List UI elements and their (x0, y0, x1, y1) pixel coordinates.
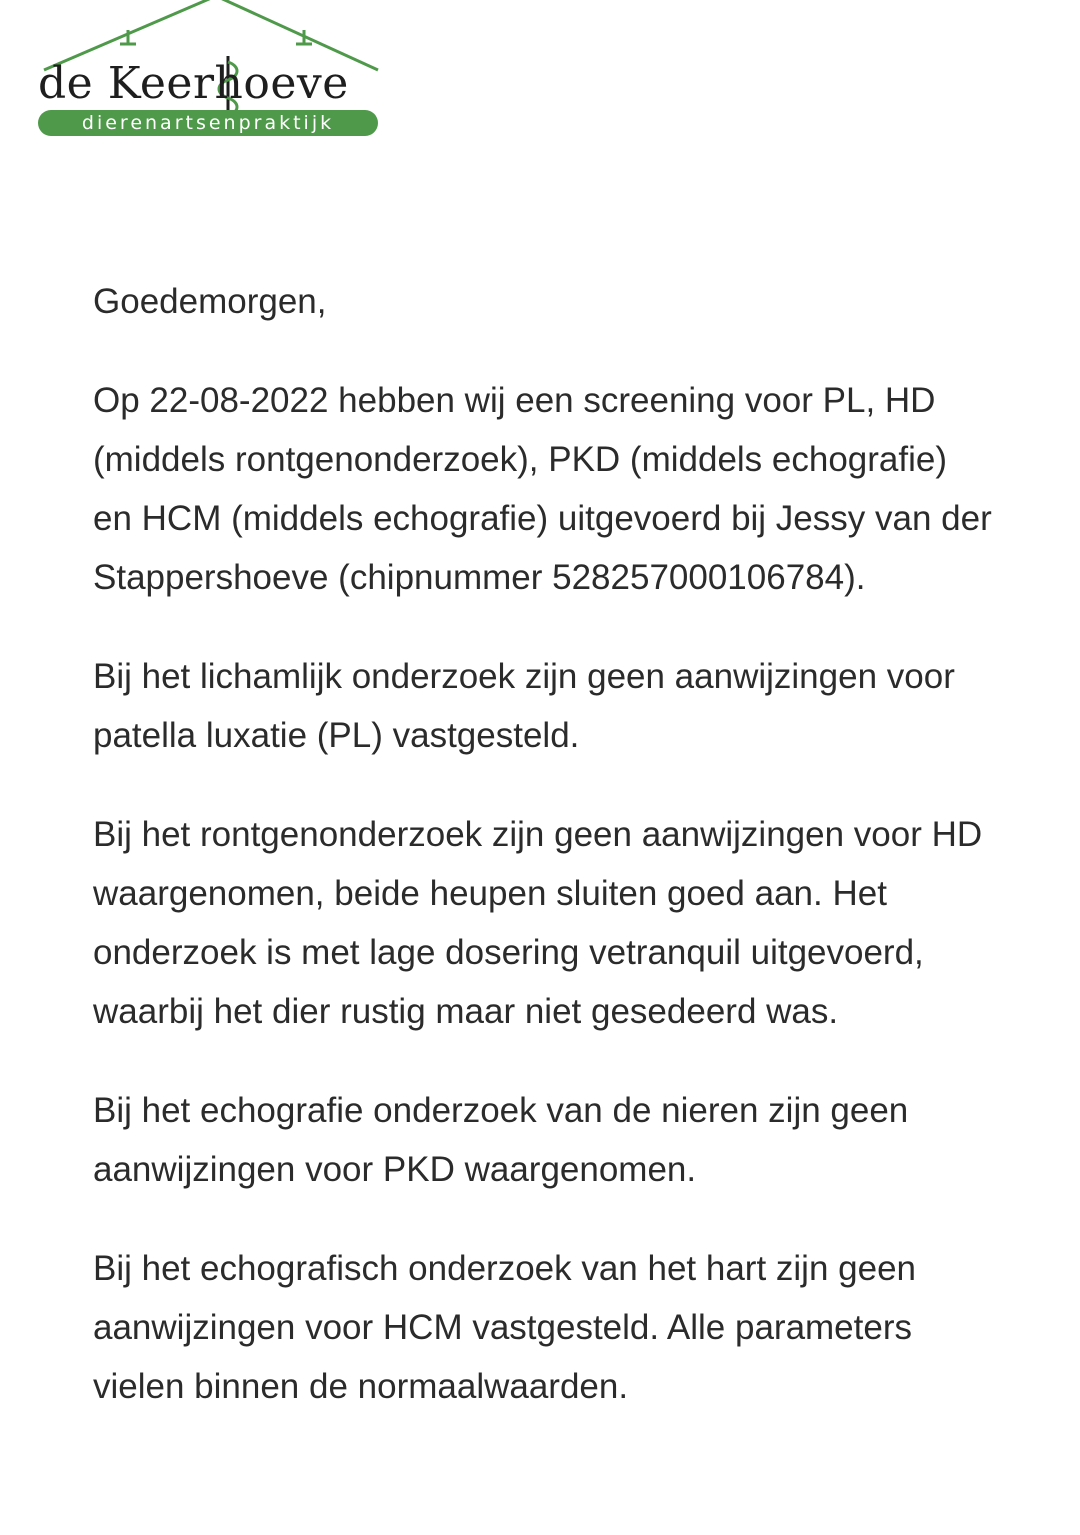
letter-paragraph-hd: Bij het rontgenonderzoek zijn geen aanwijzingen voor HD waargenomen, beide heupen sluiten goed aan. Het onderzoek is met lage dosering vetranquil uitgevoerd, waarbij het dier rustig maar niet gesedeerd was. (93, 815, 983, 1031)
clinic-tagline: dierenartsenpraktijk (38, 110, 378, 136)
letter-paragraph-pkd: Bij het echografie onderzoek van de nieren zijn geen aanwijzingen voor PKD waargenomen. (93, 1091, 909, 1189)
letter-body (93, 272, 993, 1456)
letter-paragraph-screening: Op 22-08-2022 hebben wij een screening voor PL, HD (middels rontgenonderzoek), PKD (middels echografie) en HCM (middels echografie) uitgevoerd bij Jessy van der Stappershoeve (chipnummer 528257000106784). (93, 381, 992, 597)
letter-paragraph-pl: Bij het lichamlijk onderzoek zijn geen aanwijzingen voor patella luxatie (PL) vastgesteld. (93, 657, 955, 755)
clinic-logo (36, 0, 386, 140)
letter-greeting: Goedemorgen, (93, 282, 327, 321)
clinic-name: de Keerhoeve (38, 58, 349, 109)
letter-paragraph-hcm: Bij het echografisch onderzoek van het hart zijn geen aanwijzingen voor HCM vastgesteld. Alle parameters vielen binnen de normaalwaarden. (93, 1249, 917, 1406)
